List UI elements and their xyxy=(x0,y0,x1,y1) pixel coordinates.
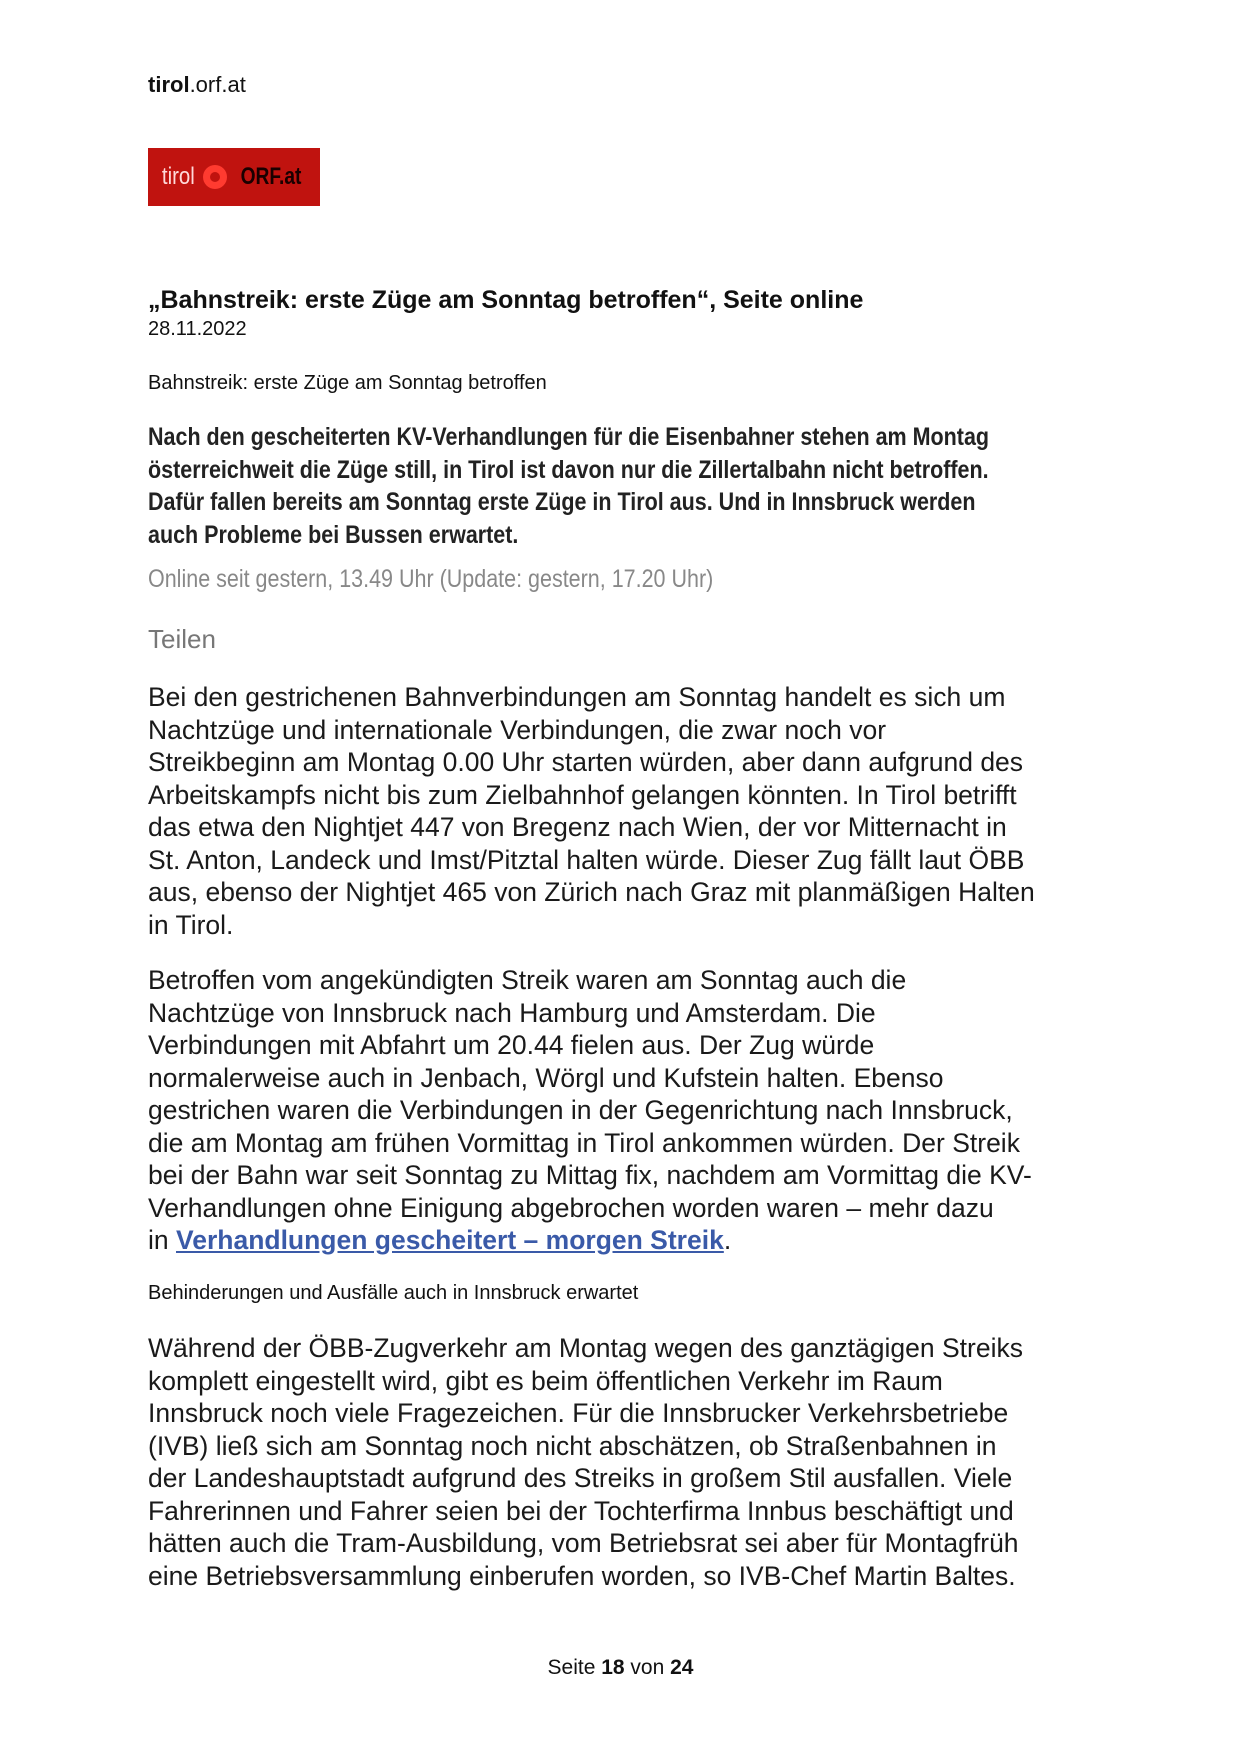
lead-line: Nach den gescheiterten KV-Verhandlungen für die Eisenbahner stehen am Montag xyxy=(148,423,990,451)
text-line: Fahrerinnen und Fahrer seien bei der Tochterfirma Innbus beschäftigt und xyxy=(148,1495,1014,1526)
paragraph-1 xyxy=(148,681,1035,941)
article-title: „Bahnstreik: erste Züge am Sonntag betroffen“, Seite online xyxy=(148,286,864,314)
paragraph-3 xyxy=(148,1332,1023,1592)
lead-line: österreichweit die Züge still, in Tirol ist davon nur die Zillertalbahn nicht betroffen. xyxy=(148,455,989,484)
text-line: Verbindungen mit Abfahrt um 20.44 fielen aus. Der Zug würde xyxy=(148,1030,875,1060)
page-number: 18 xyxy=(601,1656,625,1679)
article-meta-timestamp: Online seit gestern, 13.49 Uhr (Update: gestern, 17.20 Uhr) xyxy=(148,565,714,593)
text-line: hätten auch die Tram-Ausbildung, vom Betriebsrat sei aber für Montagfrüh xyxy=(148,1528,1019,1558)
article-link[interactable]: Verhandlungen gescheitert – morgen Streik xyxy=(176,1225,724,1255)
text-line: die am Montag am frühen Vormittag in Tirol ankommen würden. Der Streik xyxy=(148,1127,1020,1158)
footer-text: von xyxy=(624,1656,671,1679)
text-line: Nachtzüge und internationale Verbindungen, die zwar noch vor xyxy=(148,714,887,745)
article-subtitle: Bahnstreik: erste Züge am Sonntag betroffen xyxy=(148,372,547,394)
text-line: (IVB) ließ sich am Sonntag noch nicht abschätzen, ob Straßenbahnen in xyxy=(148,1430,997,1461)
text-line: aus, ebenso der Nightjet 465 von Zürich nach Graz mit planmäßigen Halten xyxy=(148,877,1035,907)
site-name-bold: tirol xyxy=(148,72,190,97)
text-line: komplett eingestellt wird, gibt es beim öffentlichen Verkehr im Raum xyxy=(148,1365,943,1396)
text-line: Innsbruck noch viele Fragezeichen. Für die Innsbrucker Verkehrsbetriebe xyxy=(148,1398,1009,1428)
text-line: bei der Bahn war seit Sonntag zu Mittag fix, nachdem am Vormittag die KV- xyxy=(148,1160,1032,1190)
section-subheading: Behinderungen und Ausfälle auch in Innsbruck erwartet xyxy=(148,1282,639,1304)
logo-orf-text: ORF.at xyxy=(240,163,302,190)
footer-text: Seite xyxy=(547,1656,602,1679)
paragraph-2 xyxy=(148,964,1032,1257)
lead-line: auch Probleme bei Bussen erwartet. xyxy=(148,520,519,549)
lead-line: Dafür fallen bereits am Sonntag erste Züge in Tirol aus. Und in Innsbruck werden xyxy=(148,488,976,516)
text-line: Nachtzüge von Innsbruck nach Hamburg und Amsterdam. Die xyxy=(148,997,876,1028)
page-footer xyxy=(0,1656,1241,1680)
text-line: normalerweise auch in Jenbach, Wörgl und Kufstein halten. Ebenso xyxy=(148,1062,944,1093)
text-line: Bei den gestrichenen Bahnverbindungen am Sonntag handelt es sich um xyxy=(148,682,1006,712)
text-line: Verhandlungen ohne Einigung abgebrochen worden waren – mehr dazu xyxy=(148,1192,994,1223)
text-line: St. Anton, Landeck und Imst/Pitztal halten würde. Dieser Zug fällt laut ÖBB xyxy=(148,844,1025,875)
text-line: das etwa den Nightjet 447 von Bregenz nach Wien, der vor Mitternacht in xyxy=(148,812,1007,842)
text-line: der Landeshauptstadt aufgrund des Streiks in großem Stil ausfallen. Viele xyxy=(148,1463,1013,1493)
share-button[interactable]: Teilen xyxy=(148,624,216,654)
text-line: Betroffen vom angekündigten Streik waren am Sonntag auch die xyxy=(148,965,907,995)
orf-eye-icon xyxy=(203,165,227,189)
text-line: eine Betriebsversammlung einberufen worden, so IVB-Chef Martin Baltes. xyxy=(148,1560,1016,1591)
text-line xyxy=(148,1224,1032,1257)
site-name xyxy=(148,72,246,98)
orf-tirol-logo xyxy=(148,148,320,206)
text-line: Streikbeginn am Montag 0.00 Uhr starten würden, aber dann aufgrund des xyxy=(148,747,1024,777)
text-line: in Tirol. xyxy=(148,909,234,940)
text-line: gestrichen waren die Verbindungen in der Gegenrichtung nach Innsbruck, xyxy=(148,1095,1013,1125)
text: . xyxy=(723,1225,732,1255)
logo-tirol-text: tirol xyxy=(161,163,195,190)
article-lead xyxy=(148,421,989,551)
text-line: Arbeitskampfs nicht bis zum Zielbahnhof gelangen könnten. In Tirol betrifft xyxy=(148,779,1017,810)
site-name-rest: .orf.at xyxy=(189,72,246,97)
text-line: Während der ÖBB-Zugverkehr am Montag wegen des ganztägigen Streiks xyxy=(148,1333,1023,1363)
page-total: 24 xyxy=(670,1656,694,1679)
text: in xyxy=(148,1225,176,1255)
article-date: 28.11.2022 xyxy=(148,318,247,340)
